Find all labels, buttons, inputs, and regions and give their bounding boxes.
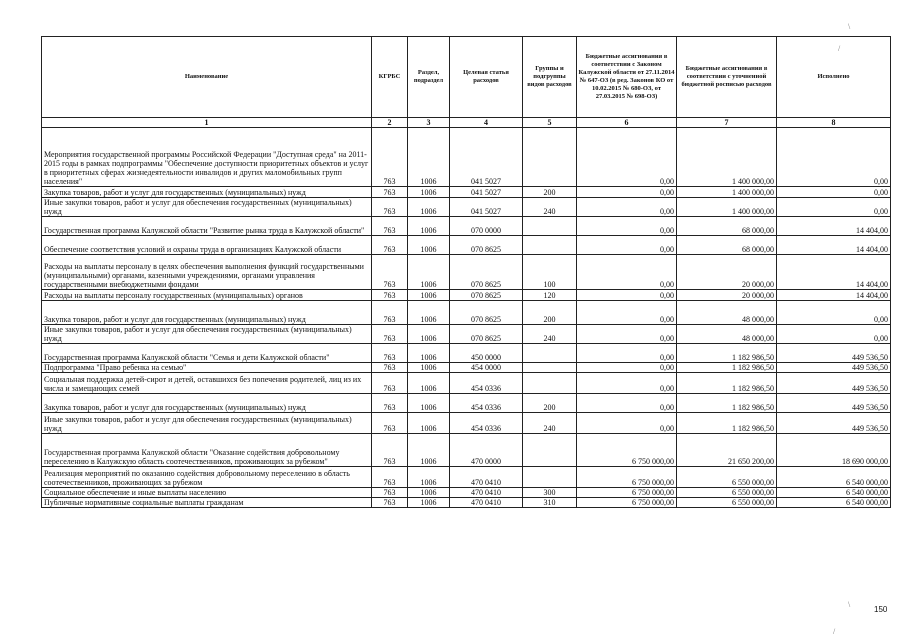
cell-law: 0,00 (577, 128, 677, 187)
cell-refined: 48 000,00 (677, 325, 777, 344)
cell-law: 0,00 (577, 363, 677, 373)
table-row (42, 344, 891, 363)
cell-target: 070 8625 (450, 236, 523, 255)
cell-law: 0,00 (577, 413, 677, 434)
cell-name: Публичные нормативные социальные выплаты гражданам (42, 498, 372, 508)
cell-target: 070 8625 (450, 325, 523, 344)
cell-target: 470 0410 (450, 498, 523, 508)
cell-kgrbs: 763 (372, 198, 408, 217)
cell-group (523, 128, 577, 187)
cell-law: 0,00 (577, 217, 677, 236)
colnum-2: 2 (372, 118, 408, 128)
cell-refined: 1 182 986,50 (677, 394, 777, 413)
header-refined: Бюджетные ассигнования в соответствии с уточненной бюджетной росписью расходов (677, 37, 777, 118)
cell-target: 070 8625 (450, 290, 523, 301)
cell-executed: 449 536,50 (777, 413, 891, 434)
cell-executed: 449 536,50 (777, 363, 891, 373)
cell-section: 1006 (408, 363, 450, 373)
cell-law: 0,00 (577, 344, 677, 363)
cell-group: 100 (523, 255, 577, 290)
table-row (42, 467, 891, 488)
cell-section: 1006 (408, 434, 450, 467)
cell-executed: 0,00 (777, 325, 891, 344)
cell-kgrbs: 763 (372, 344, 408, 363)
cell-executed: 14 404,00 (777, 255, 891, 290)
cell-target: 454 0336 (450, 373, 523, 394)
cell-refined: 1 400 000,00 (677, 187, 777, 198)
cell-law: 6 750 000,00 (577, 488, 677, 498)
table-row (42, 325, 891, 344)
cell-executed: 14 404,00 (777, 290, 891, 301)
cell-name: Мероприятия государственной программы Российской Федерации "Доступная среда" на 2011-2015 годы в рамках подпрограммы "Обеспечение доступности приоритетных объектов и услуг в приоритетных сферах жизнедеятельности инвалидов и других маломобильных групп населения" (42, 128, 372, 187)
cell-name: Закупка товаров, работ и услуг для государственных (муниципальных) нужд (42, 394, 372, 413)
colnum-5: 5 (523, 118, 577, 128)
cell-group (523, 236, 577, 255)
cell-refined: 68 000,00 (677, 236, 777, 255)
colnum-1: 1 (42, 118, 372, 128)
cell-section: 1006 (408, 290, 450, 301)
header-section: Раздел, подраздел (408, 37, 450, 118)
cell-executed: 14 404,00 (777, 217, 891, 236)
cell-law: 0,00 (577, 290, 677, 301)
cell-target: 041 5027 (450, 198, 523, 217)
table-row (42, 187, 891, 198)
cell-executed: 14 404,00 (777, 236, 891, 255)
cell-kgrbs: 763 (372, 325, 408, 344)
cell-group: 120 (523, 290, 577, 301)
colnum-8: 8 (777, 118, 891, 128)
cell-target: 070 0000 (450, 217, 523, 236)
table-row (42, 236, 891, 255)
cell-kgrbs: 763 (372, 255, 408, 290)
cell-section: 1006 (408, 236, 450, 255)
cell-target: 041 5027 (450, 128, 523, 187)
cell-refined: 68 000,00 (677, 217, 777, 236)
cell-law: 0,00 (577, 255, 677, 290)
cell-refined: 1 182 986,50 (677, 344, 777, 363)
cell-law: 0,00 (577, 236, 677, 255)
scan-mark: \ (848, 600, 851, 609)
cell-law: 0,00 (577, 187, 677, 198)
cell-executed: 6 540 000,00 (777, 467, 891, 488)
colnum-3: 3 (408, 118, 450, 128)
cell-executed: 449 536,50 (777, 344, 891, 363)
cell-refined: 48 000,00 (677, 301, 777, 325)
cell-executed: 449 536,50 (777, 373, 891, 394)
colnum-4: 4 (450, 118, 523, 128)
cell-kgrbs: 763 (372, 128, 408, 187)
cell-law: 0,00 (577, 301, 677, 325)
table-row (42, 255, 891, 290)
cell-section: 1006 (408, 301, 450, 325)
cell-name: Государственная программа Калужской области "Оказание содействия добровольному переселению в Калужскую область соотечественников, проживающих за рубежом" (42, 434, 372, 467)
cell-section: 1006 (408, 373, 450, 394)
header-law: Бюджетные ассигнования в соответствии с Законом Калужской области от 27.11.2014 № 647-ОЗ (в ред. Законов КО от 10.02.2015 № 680-ОЗ, от 27.03.2015 № 698-ОЗ) (577, 37, 677, 118)
cell-refined: 1 400 000,00 (677, 198, 777, 217)
cell-executed: 449 536,50 (777, 394, 891, 413)
cell-kgrbs: 763 (372, 187, 408, 198)
table-row (42, 373, 891, 394)
cell-kgrbs: 763 (372, 434, 408, 467)
cell-name: Социальное обеспечение и иные выплаты населению (42, 488, 372, 498)
cell-kgrbs: 763 (372, 301, 408, 325)
cell-name: Государственная программа Калужской области "Семья и дети Калужской области" (42, 344, 372, 363)
cell-group: 240 (523, 413, 577, 434)
cell-refined: 1 182 986,50 (677, 363, 777, 373)
cell-kgrbs: 763 (372, 236, 408, 255)
colnum-7: 7 (677, 118, 777, 128)
cell-section: 1006 (408, 488, 450, 498)
table-row (42, 217, 891, 236)
cell-kgrbs: 763 (372, 373, 408, 394)
table-row (42, 434, 891, 467)
column-number-row (42, 118, 891, 128)
cell-section: 1006 (408, 413, 450, 434)
cell-name: Социальная поддержка детей-сирот и детей, оставшихся без попечения родителей, лиц из их числа и замещающих семей (42, 373, 372, 394)
cell-group (523, 467, 577, 488)
cell-name: Иные закупки товаров, работ и услуг для обеспечения государственных (муниципальных) нужд (42, 198, 372, 217)
cell-target: 454 0336 (450, 413, 523, 434)
table-row (42, 498, 891, 508)
cell-executed: 0,00 (777, 187, 891, 198)
cell-name: Закупка товаров, работ и услуг для государственных (муниципальных) нужд (42, 301, 372, 325)
cell-target: 041 5027 (450, 187, 523, 198)
cell-section: 1006 (408, 325, 450, 344)
cell-law: 6 750 000,00 (577, 498, 677, 508)
cell-refined: 6 550 000,00 (677, 498, 777, 508)
cell-refined: 6 550 000,00 (677, 467, 777, 488)
table-row (42, 198, 891, 217)
cell-group (523, 344, 577, 363)
cell-section: 1006 (408, 187, 450, 198)
cell-group: 310 (523, 498, 577, 508)
cell-target: 450 0000 (450, 344, 523, 363)
cell-target: 454 0000 (450, 363, 523, 373)
cell-law: 0,00 (577, 373, 677, 394)
cell-target: 470 0000 (450, 434, 523, 467)
header-groups: Группы и подгруппы видов расходов (523, 37, 577, 118)
cell-kgrbs: 763 (372, 217, 408, 236)
cell-refined: 6 550 000,00 (677, 488, 777, 498)
cell-law: 0,00 (577, 325, 677, 344)
cell-group (523, 363, 577, 373)
cell-group (523, 373, 577, 394)
cell-section: 1006 (408, 255, 450, 290)
cell-group (523, 434, 577, 467)
cell-section: 1006 (408, 198, 450, 217)
cell-group (523, 217, 577, 236)
cell-group: 240 (523, 325, 577, 344)
header-name: Наименование (42, 37, 372, 118)
cell-group: 200 (523, 301, 577, 325)
scan-mark: / (833, 627, 836, 636)
cell-name: Закупка товаров, работ и услуг для государственных (муниципальных) нужд (42, 187, 372, 198)
cell-executed: 0,00 (777, 301, 891, 325)
cell-refined: 20 000,00 (677, 255, 777, 290)
page-number: 150 (874, 605, 888, 614)
cell-group: 240 (523, 198, 577, 217)
cell-name: Государственная программа Калужской области "Развитие рынка труда в Калужской области" (42, 217, 372, 236)
cell-target: 470 0410 (450, 467, 523, 488)
cell-name: Иные закупки товаров, работ и услуг для обеспечения государственных (муниципальных) нужд (42, 325, 372, 344)
table-row (42, 301, 891, 325)
header-target: Целевая статья расходов (450, 37, 523, 118)
cell-name: Реализация мероприятий по оказанию содействия добровольному переселению в область соотечественников, проживающих за рубежом (42, 467, 372, 488)
header-kgrbs: КГРБС (372, 37, 408, 118)
cell-refined: 1 400 000,00 (677, 128, 777, 187)
cell-law: 6 750 000,00 (577, 434, 677, 467)
cell-refined: 20 000,00 (677, 290, 777, 301)
cell-target: 070 8625 (450, 255, 523, 290)
cell-name: Иные закупки товаров, работ и услуг для обеспечения государственных (муниципальных) нужд (42, 413, 372, 434)
cell-kgrbs: 763 (372, 290, 408, 301)
header-executed: Исполнено (777, 37, 891, 118)
cell-name: Расходы на выплаты персоналу государственных (муниципальных) органов (42, 290, 372, 301)
cell-target: 470 0410 (450, 488, 523, 498)
table-row (42, 290, 891, 301)
cell-group: 300 (523, 488, 577, 498)
cell-law: 0,00 (577, 394, 677, 413)
header-row (42, 37, 891, 118)
cell-executed: 6 540 000,00 (777, 498, 891, 508)
cell-executed: 0,00 (777, 198, 891, 217)
cell-name: Расходы на выплаты персоналу в целях обеспечения выполнения функций государственными (муниципальными) органами, казенными учреждениями, органами управления государственными внебюджетными фондами (42, 255, 372, 290)
cell-group: 200 (523, 187, 577, 198)
cell-law: 0,00 (577, 198, 677, 217)
cell-kgrbs: 763 (372, 488, 408, 498)
cell-executed: 6 540 000,00 (777, 488, 891, 498)
cell-section: 1006 (408, 498, 450, 508)
cell-executed: 0,00 (777, 128, 891, 187)
cell-kgrbs: 763 (372, 498, 408, 508)
cell-name: Подпрограмма "Право ребенка на семью" (42, 363, 372, 373)
cell-kgrbs: 763 (372, 394, 408, 413)
scan-mark: / (838, 44, 841, 53)
cell-law: 6 750 000,00 (577, 467, 677, 488)
cell-kgrbs: 763 (372, 413, 408, 434)
cell-kgrbs: 763 (372, 363, 408, 373)
cell-refined: 1 182 986,50 (677, 373, 777, 394)
cell-section: 1006 (408, 467, 450, 488)
cell-executed: 18 690 000,00 (777, 434, 891, 467)
colnum-6: 6 (577, 118, 677, 128)
cell-section: 1006 (408, 217, 450, 236)
table-row (42, 488, 891, 498)
cell-section: 1006 (408, 394, 450, 413)
cell-target: 070 8625 (450, 301, 523, 325)
table-row (42, 394, 891, 413)
cell-group: 200 (523, 394, 577, 413)
table-row (42, 128, 891, 187)
cell-section: 1006 (408, 128, 450, 187)
cell-name: Обеспечение соответствия условий и охраны труда в организациях Калужской области (42, 236, 372, 255)
cell-refined: 1 182 986,50 (677, 413, 777, 434)
scan-mark: \ (848, 22, 851, 31)
cell-target: 454 0336 (450, 394, 523, 413)
cell-kgrbs: 763 (372, 467, 408, 488)
table-row (42, 413, 891, 434)
cell-refined: 21 650 200,00 (677, 434, 777, 467)
cell-section: 1006 (408, 344, 450, 363)
table-row (42, 363, 891, 373)
budget-table (41, 36, 891, 508)
